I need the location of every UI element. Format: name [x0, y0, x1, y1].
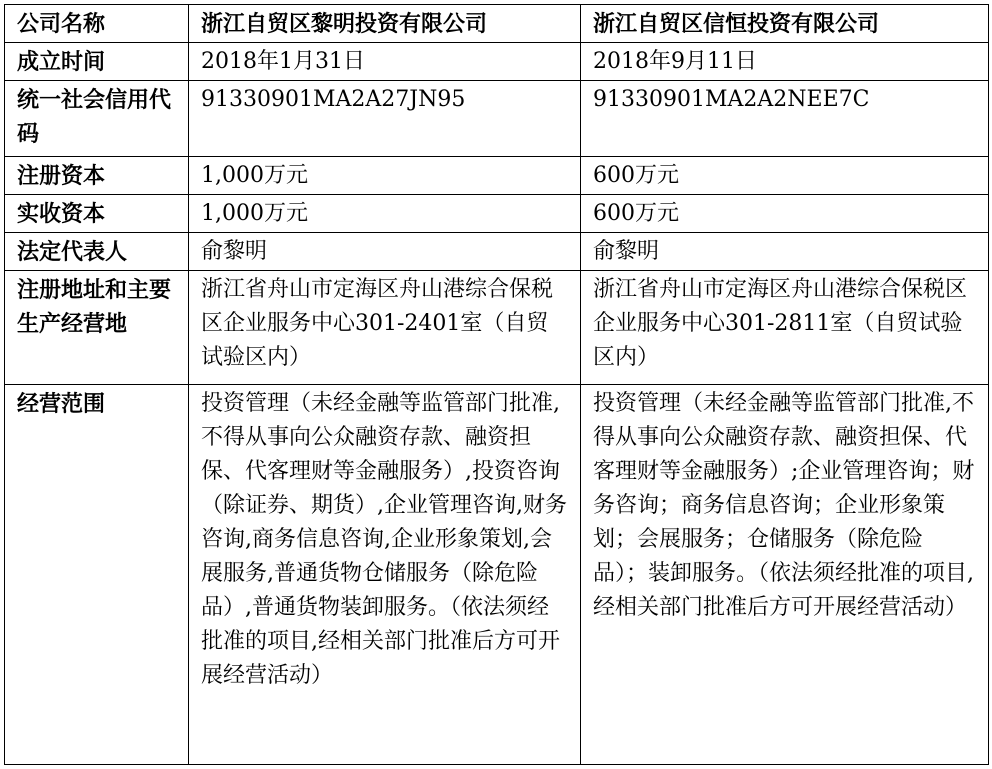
company-b-name: 浙江自贸区信恒投资有限公司: [581, 5, 989, 43]
company-a-name: 浙江自贸区黎明投资有限公司: [189, 5, 581, 43]
table-row: [5, 385, 989, 765]
cell-company-a: 2018年1月31日: [189, 43, 581, 81]
cell-company-b: 投资管理（未经金融等监管部门批准,不得从事向公众融资存款、融资担保、代客理财等金融服务）;企业管理咨询；财务咨询；商务信息咨询；企业形象策划；会展服务；仓储服务（除危险品）；装卸服务。（依法须经批准的项目,经相关部门批准后方可开展经营活动）: [581, 385, 989, 765]
company-info-table: [4, 4, 989, 765]
table-row: [5, 81, 989, 157]
row-label: 法定代表人: [5, 233, 189, 271]
row-label: 统一社会信用代码: [5, 81, 189, 157]
cell-company-a: 91330901MA2A27JN95: [189, 81, 581, 157]
row-label: 经营范围: [5, 385, 189, 765]
cell-company-a: 浙江省舟山市定海区舟山港综合保税区企业服务中心301-2401室（自贸试验区内）: [189, 271, 581, 385]
cell-company-b: 俞黎明: [581, 233, 989, 271]
cell-company-b: 600万元: [581, 157, 989, 195]
cell-company-b: 2018年9月11日: [581, 43, 989, 81]
cell-company-a: 投资管理（未经金融等监管部门批准,不得从事向公众融资存款、融资担保、代客理财等金融服务）,投资咨询（除证券、期货）,企业管理咨询,财务咨询,商务信息咨询,企业形象策划,会展服务,普通货物仓储服务（除危险品）,普通货物装卸服务。（依法须经批准的项目,经相关部门批准后方可开展经营活动）: [189, 385, 581, 765]
cell-company-a: 俞黎明: [189, 233, 581, 271]
cell-company-b: 91330901MA2A2NEE7C: [581, 81, 989, 157]
table-row: [5, 233, 989, 271]
row-label: 实收资本: [5, 195, 189, 233]
row-label: 注册资本: [5, 157, 189, 195]
table-row: [5, 195, 989, 233]
cell-company-a: 1,000万元: [189, 195, 581, 233]
table-row: [5, 271, 989, 385]
row-label: 注册地址和主要生产经营地: [5, 271, 189, 385]
row-label: 成立时间: [5, 43, 189, 81]
cell-company-a: 1,000万元: [189, 157, 581, 195]
cell-company-b: 浙江省舟山市定海区舟山港综合保税区企业服务中心301-2811室（自贸试验区内）: [581, 271, 989, 385]
table-row: [5, 43, 989, 81]
header-row: [5, 5, 989, 43]
label-company-name: 公司名称: [5, 5, 189, 43]
cell-company-b: 600万元: [581, 195, 989, 233]
table-row: [5, 157, 989, 195]
